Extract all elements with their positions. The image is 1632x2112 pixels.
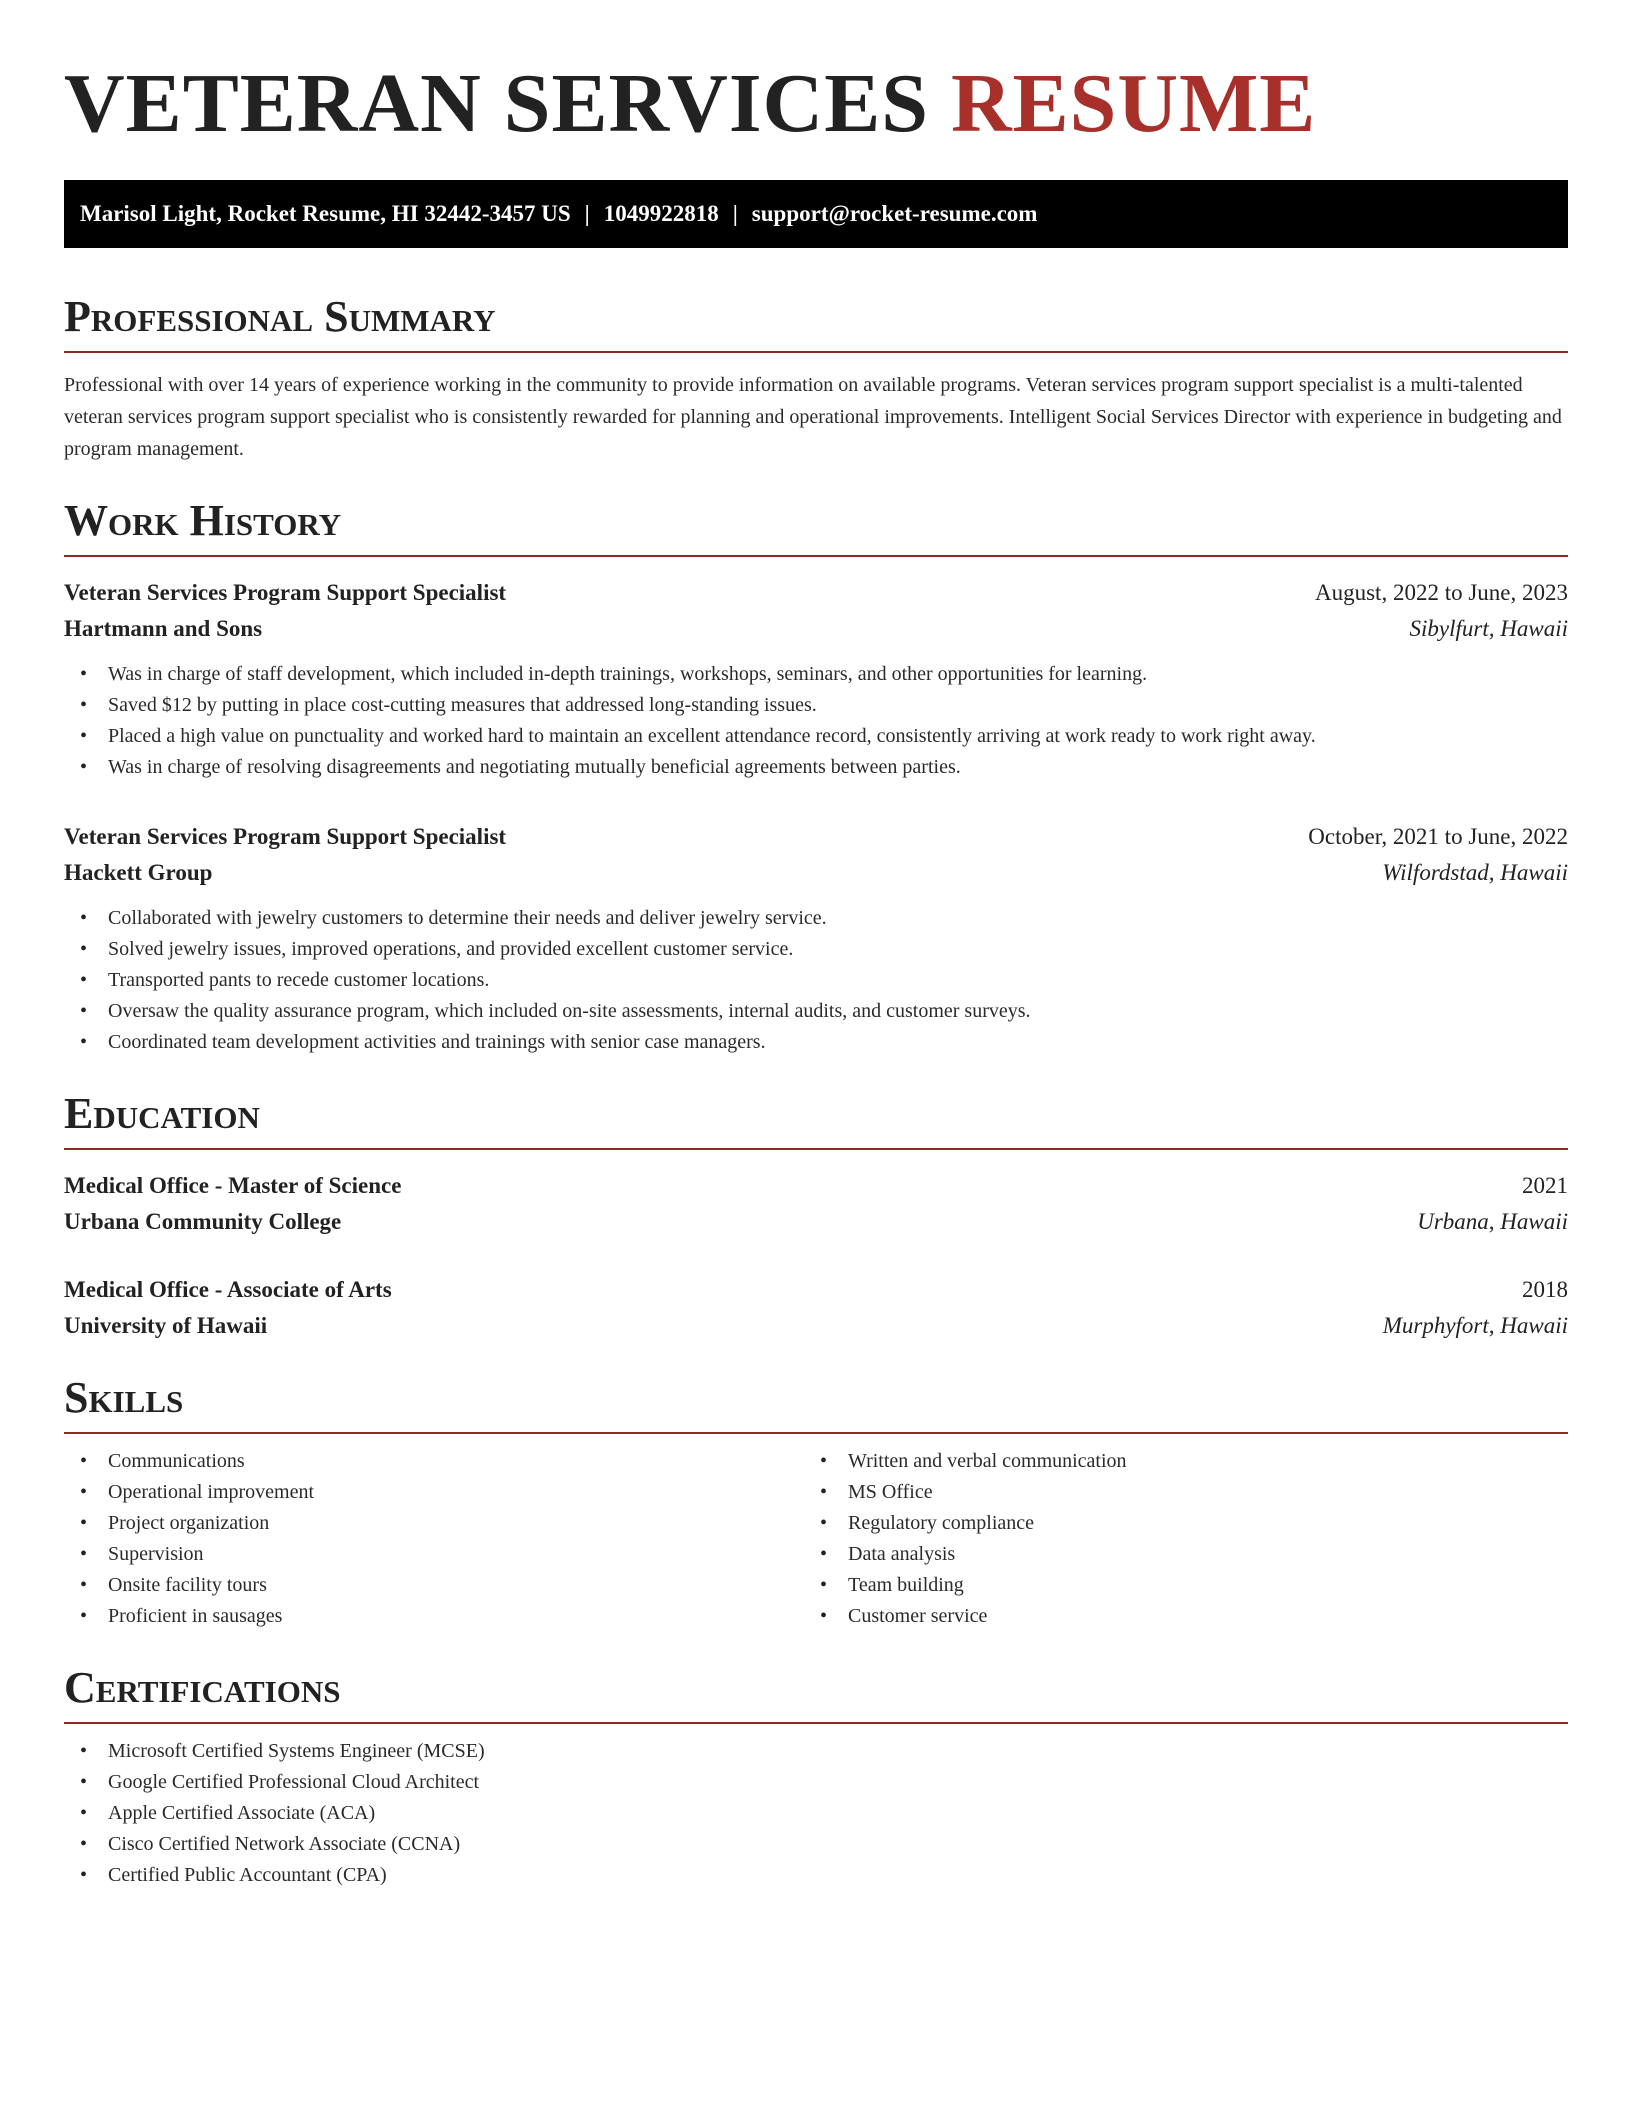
skill-item: • Operational improvement <box>64 1477 804 1508</box>
resume-title <box>64 58 1568 150</box>
education-heading: Education <box>64 1088 1568 1150</box>
job-title-row <box>64 819 1568 855</box>
skills-grid <box>64 1446 1568 1632</box>
education-school-row <box>64 1308 1568 1344</box>
skills-list-left <box>64 1446 804 1632</box>
skill-item: • Supervision <box>64 1539 804 1570</box>
certification-item: • Microsoft Certified Systems Engineer (MCSE) <box>64 1736 1568 1767</box>
education-entry <box>64 1168 1568 1240</box>
skills-list-right <box>804 1446 1568 1632</box>
job-bullet: • Solved jewelry issues, improved operations, and provided excellent customer service. <box>64 934 1568 965</box>
education-degree: Medical Office - Master of Science <box>64 1173 402 1198</box>
skill-item: • Communications <box>64 1446 804 1477</box>
education-year: 2018 <box>1522 1277 1568 1302</box>
skills-section <box>64 1372 1568 1632</box>
job-bullet: • Transported pants to recede customer locations. <box>64 965 1568 996</box>
certification-item: • Cisco Certified Network Associate (CCNA) <box>64 1829 1568 1860</box>
resume-page <box>64 0 1568 1891</box>
job-bullet: • Was in charge of staff development, which included in-depth trainings, workshops, seminars, and other opportunities for learning. <box>64 659 1568 690</box>
education-degree-row <box>64 1168 1568 1204</box>
job-bullet: • Placed a high value on punctuality and worked hard to maintain an excellent attendance record, consistently arriving at work ready to work right away. <box>64 721 1568 752</box>
skill-item: • Onsite facility tours <box>64 1570 804 1601</box>
skill-item: • Written and verbal communication <box>804 1446 1568 1477</box>
job-location: Wilfordstad, Hawaii <box>1382 860 1568 885</box>
skill-item: • Data analysis <box>804 1539 1568 1570</box>
summary-text: Professional with over 14 years of experience working in the community to provide information on available programs. Veteran services program support specialist is a multi-talented veteran services program support specialist who is consistently rewarded for planning and operational improvements. Intelligent Social Services Director with experience in budgeting and program management. <box>64 374 1562 460</box>
skills-heading: Skills <box>64 1372 1568 1434</box>
job-bullet: • Saved $12 by putting in place cost-cutting measures that addressed long-standing issues. <box>64 690 1568 721</box>
contact-email[interactable]: support@rocket-resume.com <box>751 201 1038 226</box>
job-title: Veteran Services Program Support Specialist <box>64 580 507 605</box>
education-section <box>64 1088 1568 1344</box>
job-dates: August, 2022 to June, 2023 <box>1315 580 1568 605</box>
job-bullets <box>64 659 1568 783</box>
job-company-row <box>64 855 1568 891</box>
job-location: Sibylfurt, Hawaii <box>1409 616 1568 641</box>
skill-item: • Project organization <box>64 1508 804 1539</box>
job-bullets <box>64 903 1568 1058</box>
job-company: Hackett Group <box>64 860 213 885</box>
contact-phone: 1049922818 <box>603 201 719 226</box>
education-entry <box>64 1272 1568 1344</box>
education-degree-row <box>64 1272 1568 1308</box>
job-entry <box>64 575 1568 783</box>
certification-item: • Apple Certified Associate (ACA) <box>64 1798 1568 1829</box>
title-accent: RESUME <box>950 57 1317 150</box>
job-company: Hartmann and Sons <box>64 616 263 641</box>
job-bullet: • Oversaw the quality assurance program, which included on-site assessments, internal audits, and customer surveys. <box>64 996 1568 1027</box>
job-entry <box>64 819 1568 1058</box>
contact-separator: | <box>584 201 590 226</box>
job-bullet: • Was in charge of resolving disagreements and negotiating mutually beneficial agreements between parties. <box>64 752 1568 783</box>
job-bullet: • Coordinated team development activities and trainings with senior case managers. <box>64 1027 1568 1058</box>
skill-item: • MS Office <box>804 1477 1568 1508</box>
education-school: University of Hawaii <box>64 1313 268 1338</box>
job-title: Veteran Services Program Support Specialist <box>64 824 507 849</box>
job-dates: October, 2021 to June, 2022 <box>1308 824 1568 849</box>
summary-heading: Professional Summary <box>64 291 1568 353</box>
education-school-row <box>64 1204 1568 1240</box>
contact-address: Marisol Light, Rocket Resume, HI 32442-3457 US <box>80 201 571 226</box>
certification-item: • Google Certified Professional Cloud Architect <box>64 1767 1568 1798</box>
job-bullet: • Collaborated with jewelry customers to determine their needs and deliver jewelry service. <box>64 903 1568 934</box>
job-company-row <box>64 611 1568 647</box>
skill-item: • Regulatory compliance <box>804 1508 1568 1539</box>
education-degree: Medical Office - Associate of Arts <box>64 1277 392 1302</box>
title-main: VETERAN SERVICES <box>64 57 929 150</box>
skill-item: • Team building <box>804 1570 1568 1601</box>
work-history-heading: Work History <box>64 495 1568 557</box>
work-history-section <box>64 495 1568 1058</box>
job-title-row <box>64 575 1568 611</box>
summary-section <box>64 291 1568 465</box>
education-location: Murphyfort, Hawaii <box>1382 1313 1568 1338</box>
contact-separator: | <box>732 201 738 226</box>
certifications-heading: Certifications <box>64 1662 1568 1724</box>
education-school: Urbana Community College <box>64 1209 342 1234</box>
certifications-section <box>64 1662 1568 1891</box>
certifications-list <box>64 1736 1568 1891</box>
contact-bar <box>64 180 1568 248</box>
education-year: 2021 <box>1522 1173 1568 1198</box>
skill-item: • Customer service <box>804 1601 1568 1632</box>
education-location: Urbana, Hawaii <box>1417 1209 1568 1234</box>
certification-item: • Certified Public Accountant (CPA) <box>64 1860 1568 1891</box>
skill-item: • Proficient in sausages <box>64 1601 804 1632</box>
